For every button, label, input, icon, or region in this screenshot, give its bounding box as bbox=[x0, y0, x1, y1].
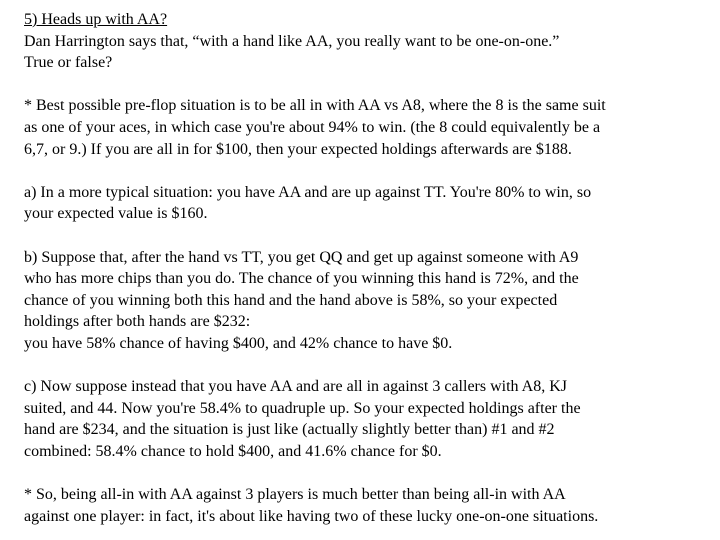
note-line: 6,7, or 9.) If you are all in for $100, then your expected holdings afterwards are $188. bbox=[24, 140, 572, 158]
part-c-line: combined: 58.4% chance to hold $400, and 41.6% chance for $0. bbox=[24, 442, 442, 460]
paragraph-gap bbox=[24, 355, 714, 377]
part-b-line: holdings after both hands are $232: bbox=[24, 313, 251, 331]
note-best-situation bbox=[24, 95, 714, 160]
note-line: as one of your aces, in which case you're about 94% to win. (the 8 could equivalently be a bbox=[24, 118, 601, 136]
paragraph-gap bbox=[24, 225, 714, 247]
paragraph-gap bbox=[24, 462, 714, 484]
question-block bbox=[24, 9, 714, 74]
part-b-line: chance of you winning both this hand and the hand above is 58%, so your expected bbox=[24, 291, 558, 309]
part-c-paragraph bbox=[24, 376, 714, 462]
part-b-line: you have 58% chance of having $400, and 42% chance to have $0. bbox=[24, 334, 453, 352]
question-title: 5) Heads up with AA? bbox=[24, 11, 168, 28]
part-a-line: a) In a more typical situation: you have AA and are up against TT. You're 80% to win, so bbox=[24, 183, 592, 201]
document-page bbox=[24, 9, 714, 527]
part-c-line: c) Now suppose instead that you have AA and are all in against 3 callers with A8, KJ bbox=[24, 378, 567, 396]
part-b-line: b) Suppose that, after the hand vs TT, you get QQ and get up against someone with A9 bbox=[24, 248, 579, 266]
note-line: against one player: in fact, it's about like having two of these lucky one-on-one situations. bbox=[24, 507, 599, 525]
part-a-paragraph bbox=[24, 182, 714, 225]
part-c-line: suited, and 44. Now you're 58.4% to quadruple up. So your expected holdings after the bbox=[24, 399, 581, 417]
part-b-line: who has more chips than you do. The chance of you winning this hand is 72%, and the bbox=[24, 270, 579, 288]
note-conclusion bbox=[24, 484, 714, 527]
part-b-paragraph bbox=[24, 247, 714, 355]
note-line: * So, being all-in with AA against 3 players is much better than being all-in with AA bbox=[24, 486, 566, 504]
paragraph-gap bbox=[24, 74, 714, 96]
question-line: Dan Harrington says that, “with a hand like AA, you really want to be one-on-one.” bbox=[24, 32, 560, 50]
question-line: True or false? bbox=[24, 54, 113, 72]
part-a-line: your expected value is $160. bbox=[24, 205, 208, 223]
paragraph-gap bbox=[24, 160, 714, 182]
note-line: * Best possible pre-flop situation is to be all in with AA vs A8, where the 8 is the same suit bbox=[24, 97, 606, 115]
part-c-line: hand are $234, and the situation is just like (actually slightly better than) #1 and #2 bbox=[24, 421, 555, 439]
